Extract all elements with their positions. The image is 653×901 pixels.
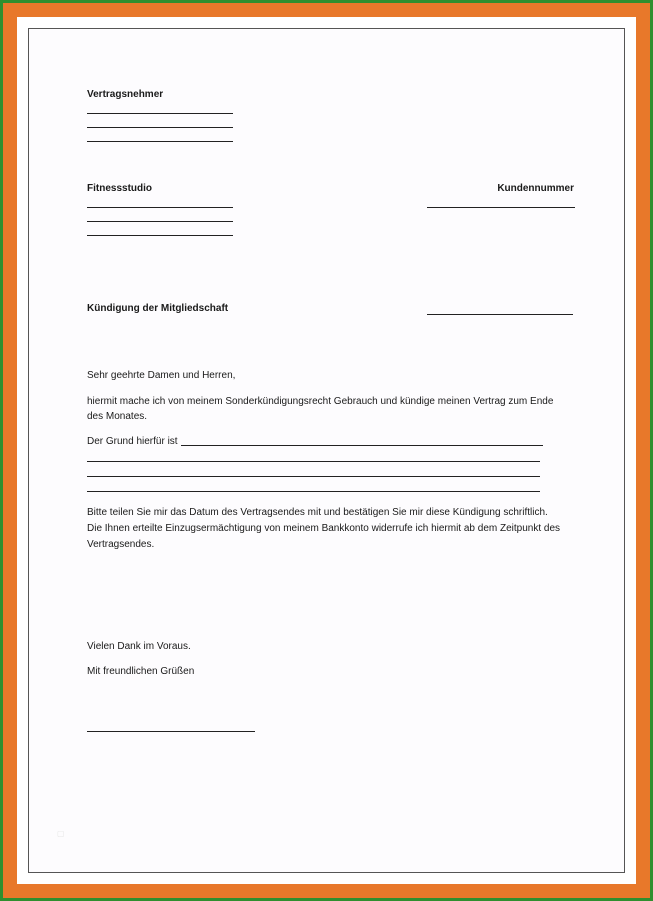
- watermark-mark: ▢: [57, 829, 65, 838]
- subject-label: Kündigung der Mitgliedschaft: [87, 303, 229, 314]
- closing-text: Mit freundlichen Grüßen: [87, 666, 195, 677]
- contractor-label: Vertragsnehmer: [87, 89, 164, 100]
- studio-line-3[interactable]: [87, 235, 233, 236]
- thanks-text: Vielen Dank im Voraus.: [87, 641, 191, 652]
- studio-label: Fitnessstudio: [87, 183, 153, 194]
- signature-line[interactable]: [87, 731, 255, 732]
- contractor-line-3[interactable]: [87, 141, 233, 142]
- request-line-1: Bitte teilen Sie mir das Datum des Vertragsendes mit und bestätigen Sie mir diese Kündigung schriftlich.: [87, 507, 548, 518]
- reason-line-1[interactable]: [181, 445, 543, 446]
- contractor-line-1[interactable]: [87, 113, 233, 114]
- contractor-line-2[interactable]: [87, 127, 233, 128]
- date-line[interactable]: [427, 314, 573, 315]
- reason-label: Der Grund hierfür ist: [87, 436, 178, 447]
- customer-number-label: Kundennummer: [497, 183, 574, 194]
- body-line-2: des Monates.: [87, 411, 148, 422]
- studio-line-1[interactable]: [87, 207, 233, 208]
- reason-line-3[interactable]: [87, 476, 540, 477]
- customer-number-line[interactable]: [427, 207, 575, 208]
- salutation: Sehr geehrte Damen und Herren,: [87, 370, 236, 381]
- reason-line-4[interactable]: [87, 491, 540, 492]
- request-line-3: Vertragsendes.: [87, 539, 155, 550]
- request-line-2: Die Ihnen erteilte Einzugsermächtigung von meinem Bankkonto widerrufe ich hiermit ab dem Zeitpunkt des: [87, 523, 561, 534]
- body-line-1: hiermit mache ich von meinem Sonderkündigungsrecht Gebrauch und kündige meinen Vertrag zum Ende: [87, 396, 554, 407]
- letter-page: [28, 28, 625, 873]
- studio-line-2[interactable]: [87, 221, 233, 222]
- reason-line-2[interactable]: [87, 461, 540, 462]
